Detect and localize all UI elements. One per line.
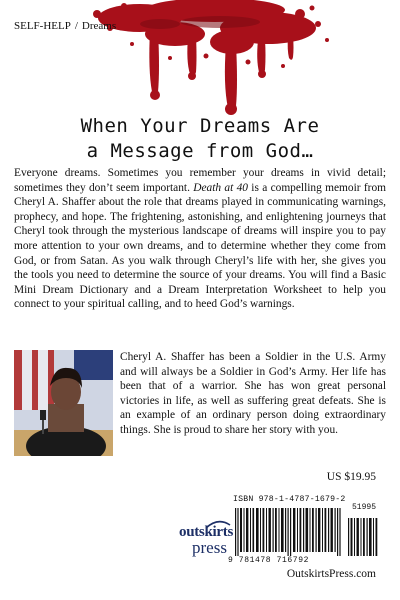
category-separator: /: [74, 20, 78, 32]
author-bio: Cheryl A. Shaffer has been a Soldier in the U.S. Army and will always be a Soldier in God’s Army. Her life has been that of a warrior. She has won great personal victories in life, as well as suffering great defeats. She is an example of an ordinary person doing extraordinary things. She is proud to share her story with you.: [120, 351, 386, 436]
category-primary: SELF-HELP: [14, 20, 71, 32]
description-text-2: is a compelling memoir from Cheryl A. Shaffer about the role that dreams played in communicating warnings, prophecy, and hope. The frightening, astonishing, and enlightening journeys that Cheryl took through the mysterious landscape of dreams will inspire you to pay more attention to your own dreams, and to determine whether they come from God, or from Satan. As you walk through Cheryl’s life with her, she gives you the tools you need to determine the source of your dreams. You will find a Basic Mini Dream Dictionary and a Dream Interpretation Worksheet to help you connect to your spiritual calling, and to heed God’s warnings.: [14, 181, 386, 311]
book-description: [14, 166, 386, 312]
logo-line-2: press: [192, 538, 227, 557]
barcode-addon-digits: 51995: [352, 503, 377, 512]
publisher-logo: [179, 524, 234, 568]
description-text-1: Everyone dreams. Sometimes you remember your dreams in vivid detail; sometimes they don’t seem important.: [14, 167, 386, 194]
book-title-inline: Death at 40: [193, 181, 248, 194]
price: US $19.95: [326, 471, 376, 483]
category-secondary: Dreams: [81, 20, 117, 32]
publisher-website: OutskirtsPress.com: [286, 568, 376, 580]
headline-line-2: a Message from God…: [86, 140, 314, 162]
category-label: [14, 20, 116, 32]
barcode-ean-digits: 9 781478 716792: [228, 556, 310, 565]
headline-line-1: When Your Dreams Are: [80, 115, 320, 137]
blood-splatter-graphic: [0, 0, 400, 120]
logo-line-1: outskirts: [179, 524, 233, 540]
barcode: [233, 506, 380, 558]
isbn-number: ISBN 978-1-4787-1679-2: [233, 495, 346, 504]
author-photo: [14, 350, 113, 456]
